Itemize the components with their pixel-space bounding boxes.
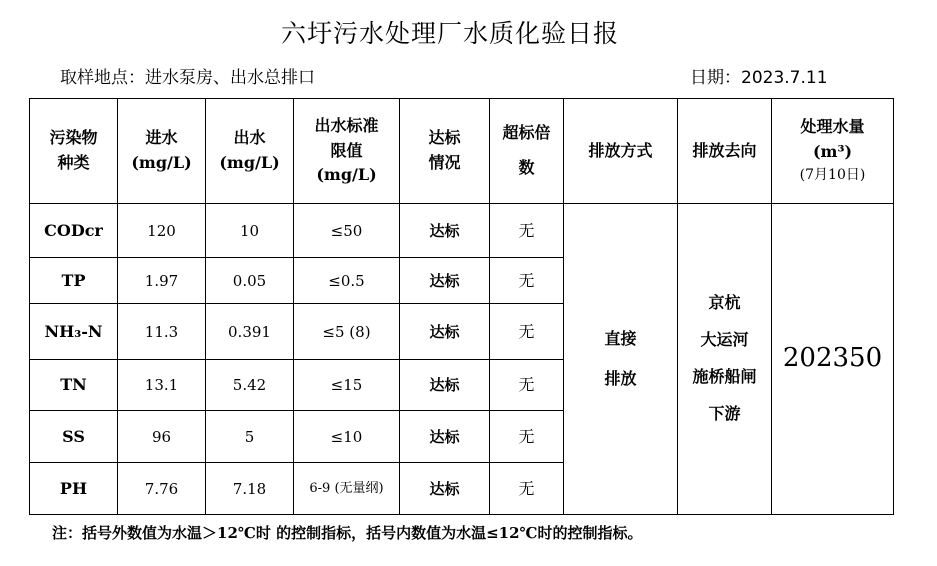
- inlet-value: 11.3: [118, 304, 206, 360]
- discharge-method-line: 直接: [604, 329, 637, 348]
- exceed-multiple: 无: [490, 411, 564, 463]
- compliance-status: 达标: [400, 258, 490, 304]
- limit-value: ≤15: [294, 360, 400, 411]
- header-line: (mg/L): [219, 153, 280, 172]
- discharge-direction-line: 京杭: [708, 293, 741, 313]
- header-line: 数: [518, 158, 535, 177]
- header-line: 达标: [428, 128, 461, 148]
- header-line: (m³): [812, 142, 853, 162]
- header-line: 情况: [428, 153, 461, 172]
- water-quality-table: [29, 98, 894, 515]
- inlet-value: 120: [118, 204, 206, 258]
- compliance-status: 达标: [400, 204, 490, 258]
- header-exceed-multiple: [490, 99, 564, 204]
- table-row: [30, 204, 894, 258]
- outlet-value: 0.391: [206, 304, 294, 360]
- header-line: (mg/L): [316, 165, 377, 185]
- pollutant-name: TP: [30, 258, 118, 304]
- compliance-status: 达标: [400, 304, 490, 360]
- limit-value: 6-9 (无量纲): [294, 463, 400, 515]
- header-line: 出水标准: [314, 115, 379, 135]
- pollutant-name: PH: [30, 463, 118, 515]
- treated-volume: 202350: [772, 204, 894, 515]
- header-row: [30, 99, 894, 204]
- inlet-value: 96: [118, 411, 206, 463]
- report-date: 日期：2023.7.11: [690, 68, 828, 88]
- header-line: 超标倍: [502, 123, 551, 143]
- exceed-multiple: 无: [490, 463, 564, 515]
- header-discharge-method: 排放方式: [564, 99, 678, 204]
- pollutant-name: TN: [30, 360, 118, 411]
- header-pollutant-type: [30, 99, 118, 204]
- exceed-multiple: 无: [490, 258, 564, 304]
- discharge-method: [564, 204, 678, 515]
- pollutant-name: NH₃-N: [30, 304, 118, 360]
- header-compliance: [400, 99, 490, 204]
- header-line: (mg/L): [131, 153, 192, 172]
- header-line: 出水: [233, 128, 266, 148]
- header-line: 污染物: [49, 128, 98, 148]
- header-discharge-direction: 排放去向: [678, 99, 772, 204]
- limit-value: ≤10: [294, 411, 400, 463]
- header-line: 限值: [330, 140, 363, 160]
- outlet-value: 5: [206, 411, 294, 463]
- header-line: 进水: [145, 128, 178, 148]
- outlet-value: 5.42: [206, 360, 294, 411]
- compliance-status: 达标: [400, 463, 490, 515]
- report-title: 六圩污水处理厂水质化验日报: [280, 19, 619, 48]
- header-inlet: [118, 99, 206, 204]
- discharge-method-line: 排放: [604, 369, 637, 388]
- inlet-value: 13.1: [118, 360, 206, 411]
- header-limit: [294, 99, 400, 204]
- outlet-value: 10: [206, 204, 294, 258]
- discharge-direction-line: 施桥船闸: [692, 367, 757, 386]
- limit-value: ≤0.5: [294, 258, 400, 304]
- exceed-multiple: 无: [490, 304, 564, 360]
- inlet-value: 7.76: [118, 463, 206, 515]
- exceed-multiple: 无: [490, 360, 564, 411]
- limit-value: ≤50: [294, 204, 400, 258]
- limit-value: ≤5 (8): [294, 304, 400, 360]
- footnote: 注：括号外数值为水温＞12℃时 的控制指标，括号内数值为水温≤12℃时的控制指标。: [52, 524, 643, 542]
- discharge-direction: [678, 204, 772, 515]
- outlet-value: 7.18: [206, 463, 294, 515]
- outlet-value: 0.05: [206, 258, 294, 304]
- compliance-status: 达标: [400, 360, 490, 411]
- discharge-direction-line: 下游: [708, 403, 741, 423]
- header-outlet: [206, 99, 294, 204]
- pollutant-name: SS: [30, 411, 118, 463]
- compliance-status: 达标: [400, 411, 490, 463]
- header-volume: [772, 99, 894, 204]
- header-line: 种类: [57, 153, 90, 172]
- exceed-multiple: 无: [490, 204, 564, 258]
- pollutant-name: CODcr: [30, 204, 118, 258]
- header-line: 处理水量: [800, 117, 865, 137]
- inlet-value: 1.97: [118, 258, 206, 304]
- header-line: (7月10日): [799, 166, 866, 183]
- sampling-location: 取样地点：进水泵房、出水总排口: [60, 68, 315, 88]
- discharge-direction-line: 大运河: [700, 330, 749, 350]
